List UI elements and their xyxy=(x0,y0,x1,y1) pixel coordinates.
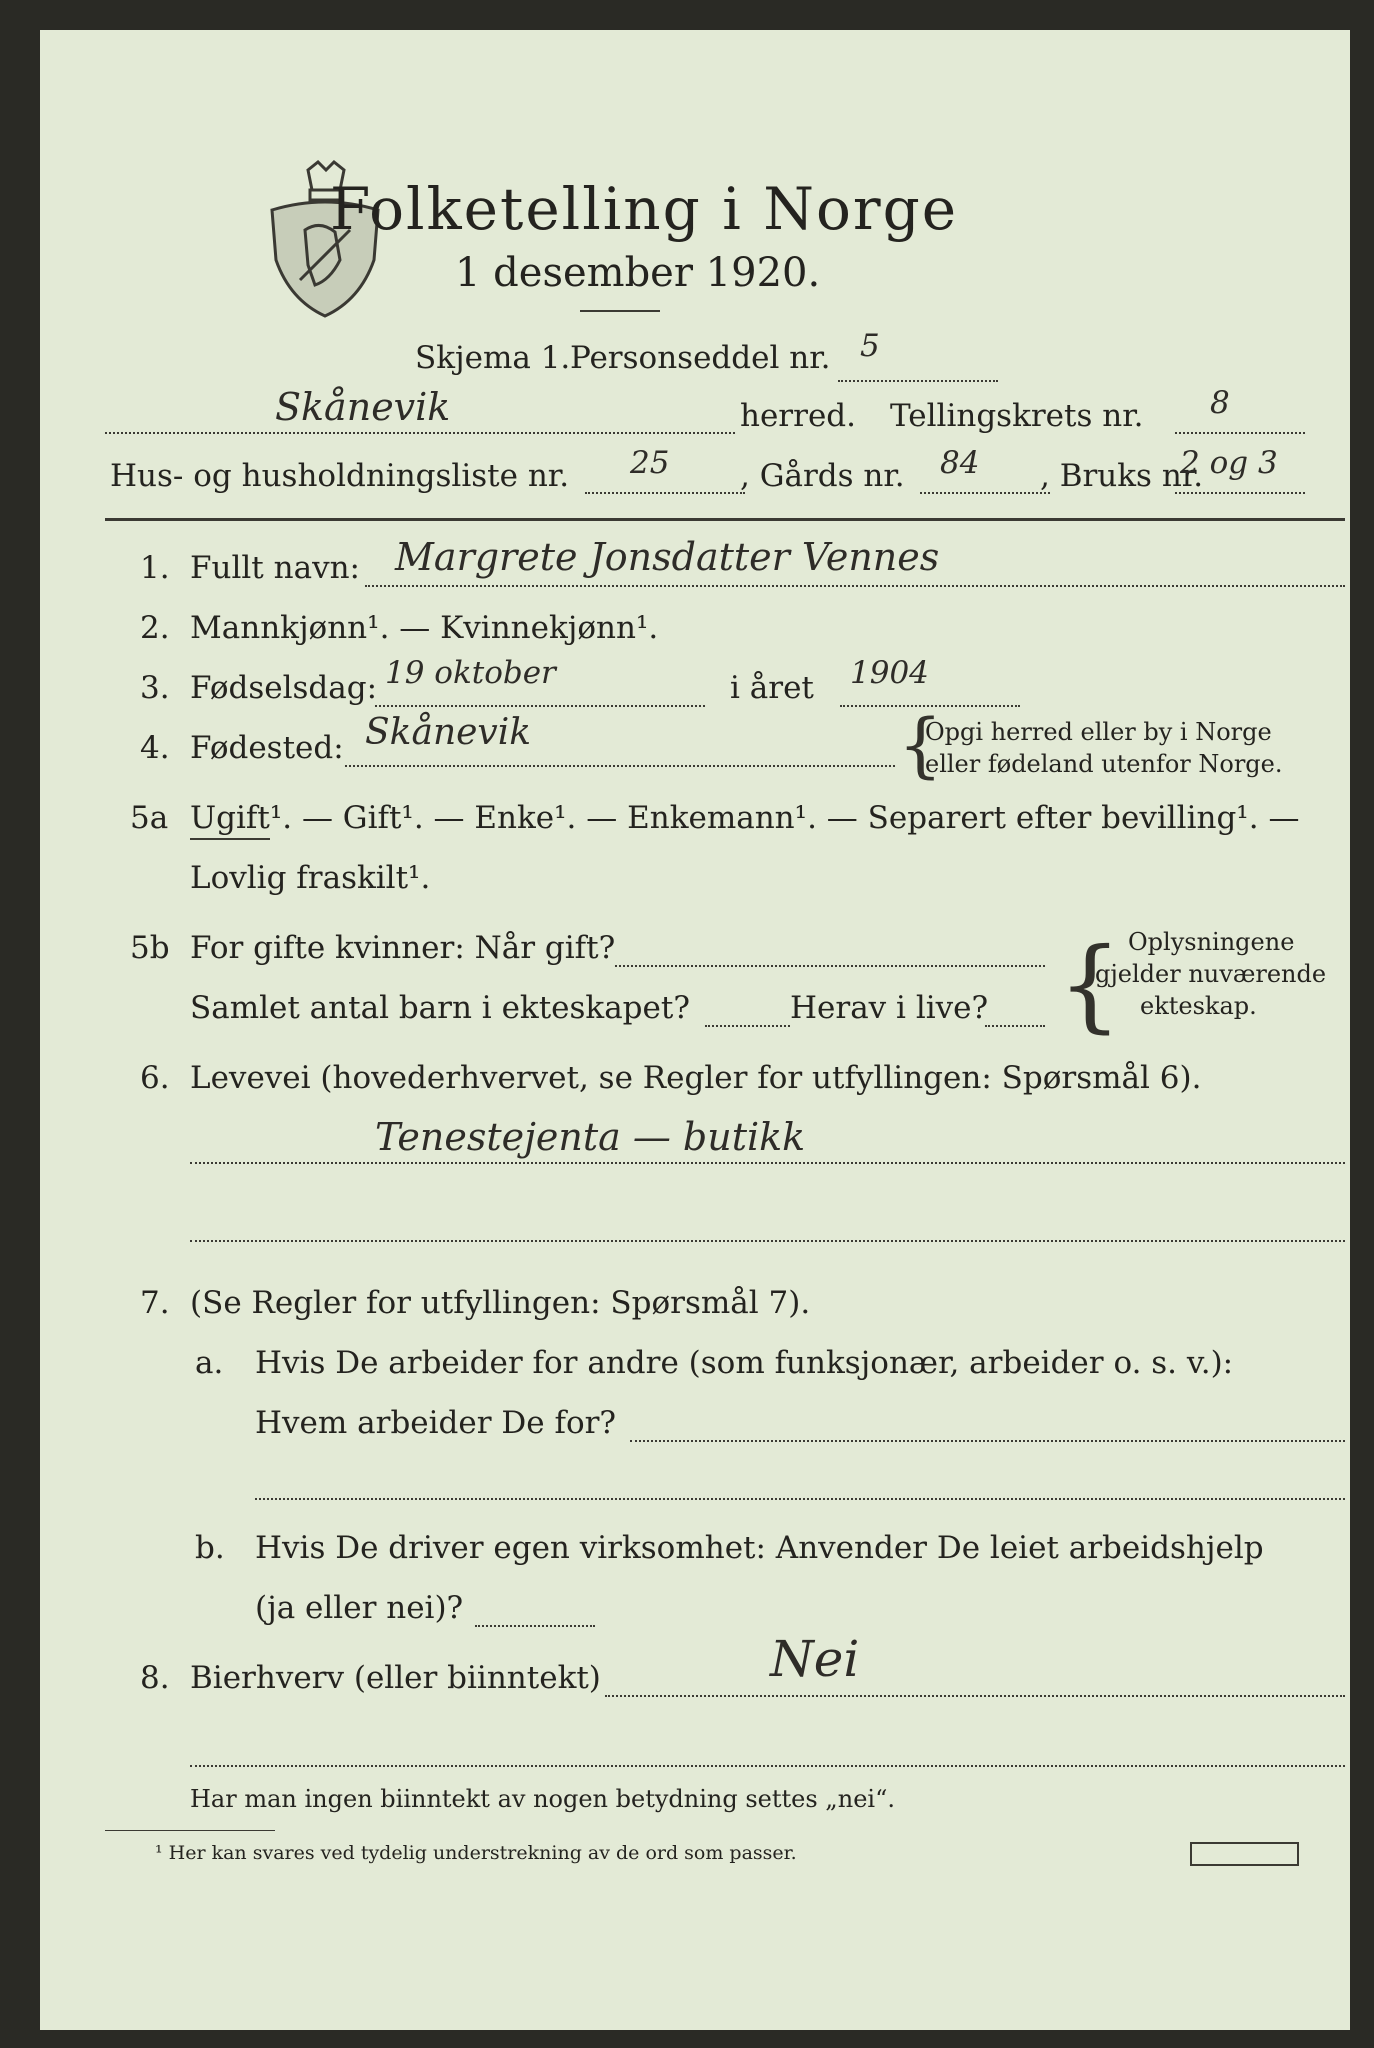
q4-note-brace: { xyxy=(898,704,943,786)
q4-note-line2: eller fødeland utenfor Norge. xyxy=(925,750,1283,778)
children-count-field[interactable] xyxy=(705,1025,790,1027)
personseddel-label: Personseddel nr. xyxy=(570,340,831,376)
printer-stamp xyxy=(1190,1842,1299,1866)
employer-field-2[interactable] xyxy=(255,1498,1345,1500)
q8-label: Bierhverv (eller biinntekt) xyxy=(190,1660,601,1696)
herred-field[interactable]: Skånevik xyxy=(275,385,451,429)
census-date: 1 desember 1920. xyxy=(455,250,821,296)
occupation-line-1 xyxy=(190,1162,1345,1164)
q2-number: 2. xyxy=(140,610,170,646)
schema-label: Skjema 1. xyxy=(415,340,571,376)
birthday-field[interactable]: 19 oktober xyxy=(385,655,556,691)
bruks-field[interactable]: 2 og 3 xyxy=(1180,445,1278,481)
personseddel-field-line xyxy=(838,380,998,382)
side-income-field[interactable]: Nei xyxy=(770,1630,860,1688)
hired-help-field[interactable] xyxy=(475,1625,595,1627)
gender-options[interactable]: Mannkjønn¹. — Kvinnekjønn¹. xyxy=(190,610,659,646)
q4-number: 4. xyxy=(140,730,170,766)
q5b-note-line1: Oplysningene xyxy=(1128,928,1295,956)
form-title: Folketelling i Norge xyxy=(330,175,959,243)
q5b-note-brace: { xyxy=(1058,926,1122,1043)
children-alive-field[interactable] xyxy=(985,1025,1045,1027)
header-divider xyxy=(105,518,1345,521)
ugift-underline xyxy=(190,838,270,840)
q5b-note-line2: gjelder nuværende xyxy=(1095,960,1327,988)
tellingskrets-label: Tellingskrets nr. xyxy=(890,398,1144,434)
q8-number: 8. xyxy=(140,1660,170,1696)
side-income-line-2 xyxy=(190,1765,1345,1767)
q5a-number: 5a xyxy=(130,800,169,836)
occupation-field[interactable]: Tenestejenta — butikk xyxy=(375,1115,806,1159)
gards-label: , Gårds nr. xyxy=(740,458,905,494)
q7a-line2: Hvem arbeider De for? xyxy=(255,1405,617,1441)
q3-number: 3. xyxy=(140,670,170,706)
full-name-field[interactable]: Margrete Jonsdatter Vennes xyxy=(395,535,940,579)
q7b-line1: Hvis De driver egen virksomhet: Anvender De leiet arbeidshjelp xyxy=(255,1530,1264,1566)
side-income-field-line xyxy=(605,1695,1345,1697)
marital-status-options-cont[interactable]: Lovlig fraskilt¹. xyxy=(190,860,431,896)
gards-field[interactable]: 84 xyxy=(940,445,980,481)
husholdningsliste-label: Hus- og husholdningsliste nr. xyxy=(110,458,570,494)
q7b-line2: (ja eller nei)? xyxy=(255,1590,464,1626)
children-alive-label: Herav i live? xyxy=(790,990,989,1026)
footnote-divider xyxy=(105,1830,275,1831)
employer-field[interactable] xyxy=(630,1440,1345,1442)
bruks-label: , Bruks nr. xyxy=(1040,458,1204,494)
q6-label: Levevei (hovederhvervet, se Regler for utfyllingen: Spørsmål 6). xyxy=(190,1060,1202,1096)
personseddel-field[interactable]: 5 xyxy=(860,328,880,364)
q7a-letter: a. xyxy=(195,1345,224,1381)
husholdningsliste-field[interactable]: 25 xyxy=(630,445,670,481)
footer-note: Har man ingen biinntekt av nogen betydning settes „nei“. xyxy=(190,1785,895,1813)
q7b-letter: b. xyxy=(195,1530,225,1566)
q5b-married-label: For gifte kvinner: Når gift? xyxy=(190,930,616,966)
tellingskrets-field[interactable]: 8 xyxy=(1210,385,1230,421)
herred-field-line xyxy=(105,432,735,434)
title-divider xyxy=(580,310,660,312)
occupation-line-2 xyxy=(190,1240,1345,1242)
census-form xyxy=(40,30,1350,2030)
q1-field-line xyxy=(365,585,1345,587)
q7-number: 7. xyxy=(140,1285,170,1321)
q7-label: (Se Regler for utfyllingen: Spørsmål 7). xyxy=(190,1285,811,1321)
q7a-line1: Hvis De arbeider for andre (som funksjonær, arbeider o. s. v.): xyxy=(255,1345,1234,1381)
married-date-field[interactable] xyxy=(615,965,1045,967)
birth-year-field[interactable]: 1904 xyxy=(850,655,929,691)
q5b-number: 5b xyxy=(130,930,170,966)
children-count-label: Samlet antal barn i ekteskapet? xyxy=(190,990,690,1026)
q3-label: Fødselsdag: xyxy=(190,670,378,706)
bruks-field-line xyxy=(1175,492,1305,494)
q1-number: 1. xyxy=(140,550,170,586)
gards-field-line xyxy=(920,492,1050,494)
year-label: i året xyxy=(730,670,814,706)
marital-status-options[interactable]: Ugift¹. — Gift¹. — Enke¹. — Enkemann¹. — Separert efter bevilling¹. — xyxy=(190,800,1300,836)
birthplace-field-line xyxy=(345,765,895,767)
tellingskrets-field-line xyxy=(1175,432,1305,434)
birthday-field-line xyxy=(375,705,705,707)
q5b-note-line3: ekteskap. xyxy=(1140,992,1257,1020)
q4-label: Fødested: xyxy=(190,730,344,766)
husholdningsliste-field-line xyxy=(585,492,745,494)
q6-number: 6. xyxy=(140,1060,170,1096)
birthplace-field[interactable]: Skånevik xyxy=(365,712,532,753)
footnote: ¹ Her kan svares ved tydelig understrekning av de ord som passer. xyxy=(155,1842,797,1864)
q1-label: Fullt navn: xyxy=(190,550,360,586)
herred-label: herred. xyxy=(740,398,856,434)
q4-note-line1: Opgi herred eller by i Norge xyxy=(925,718,1272,746)
